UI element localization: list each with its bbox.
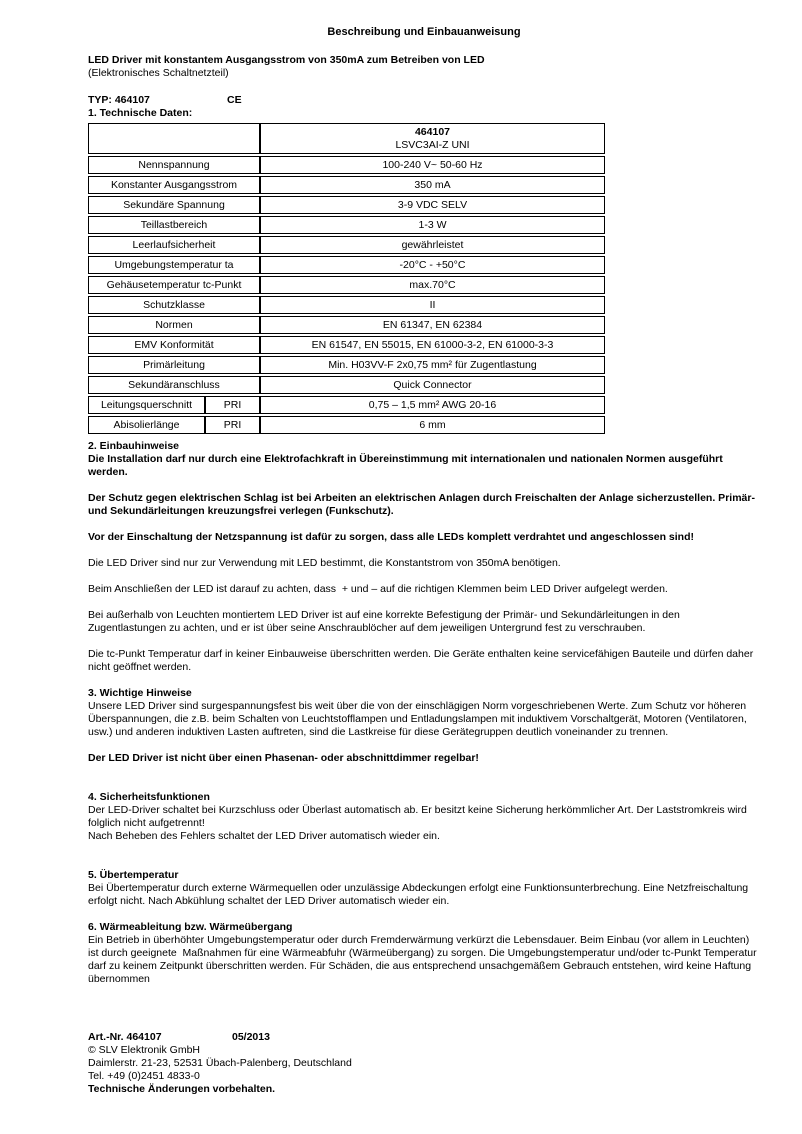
table-cell-value: 3-9 VDC SELV xyxy=(260,196,605,214)
ce-mark: CE xyxy=(227,94,242,106)
footer-phone: Tel. +49 (0)2451 4833-0 xyxy=(88,1070,200,1082)
table-cell-value: EN 61547, EN 55015, EN 61000-3-2, EN 61000-3-3 xyxy=(260,336,605,354)
product-subtitle: (Elektronisches Schaltnetzteil) xyxy=(88,67,229,79)
paragraph xyxy=(88,791,760,843)
footer-company: © SLV Elektronik GmbH xyxy=(88,1044,200,1056)
table-row xyxy=(88,316,605,334)
paragraph-line: 6. Wärmeableitung bzw. Wärmeübergang xyxy=(88,921,293,933)
paragraph-line: 4. Sicherheitsfunktionen xyxy=(88,791,210,803)
table-cell-value: 0,75 – 1,5 mm² AWG 20-16 xyxy=(260,396,605,414)
table-header-row xyxy=(88,123,605,154)
typ-label: TYP: 464107 xyxy=(88,94,150,106)
table-cell-label: Leitungsquerschnitt xyxy=(88,396,205,414)
table-header-empty-cell xyxy=(88,123,260,154)
footer-address: Daimlerstr. 21-23, 52531 Übach-Palenberg, Deutschland xyxy=(88,1057,352,1069)
table-cell-value: max.70°C xyxy=(260,276,605,294)
table-cell-value: EN 61347, EN 62384 xyxy=(260,316,605,334)
table-cell-value: 1-3 W xyxy=(260,216,605,234)
table-row xyxy=(88,396,605,414)
tech-table-body xyxy=(88,123,605,434)
table-row xyxy=(88,156,605,174)
table-cell-label: Primärleitung xyxy=(88,356,260,374)
table-row xyxy=(88,296,605,314)
paragraph xyxy=(88,687,760,739)
paragraph xyxy=(88,531,760,544)
table-cell-value: 100-240 V~ 50-60 Hz xyxy=(260,156,605,174)
footer-date: 05/2013 xyxy=(232,1031,270,1043)
paragraph xyxy=(88,648,760,674)
paragraph-line: Bei außerhalb von Leuchten montiertem LED Driver ist auf eine korrekte Befestigung der Primär- und Sekundärleitungen in den Zugentlastungen zu achten, und er ist über seine Anschraublöcher auf dem jeweiligen Untergrund fest zu verschrauben. xyxy=(88,609,683,634)
table-cell-label: Schutzklasse xyxy=(88,296,260,314)
paragraph xyxy=(88,557,760,570)
table-row xyxy=(88,256,605,274)
table-cell-label: Konstanter Ausgangsstrom xyxy=(88,176,260,194)
paragraph-line: Vor der Einschaltung der Netzspannung ist dafür zu sorgen, dass alle LEDs komplett verdrahtet und angeschlossen sind! xyxy=(88,531,695,543)
paragraph-line: Die LED Driver sind nur zur Verwendung mit LED bestimmt, die Konstantstrom von 350mA benötigen. xyxy=(88,557,561,569)
table-cell-label: Abisolierlänge xyxy=(88,416,205,434)
paragraph-line: Bei Übertemperatur durch externe Wärmequellen oder unzulässige Abdeckungen erfolgt eine Funktionsunterbrechung. Eine Netzfreischaltung erfolgt nicht. Nach Abkühlung schaltet der LED Driver automatisch wieder ein. xyxy=(88,882,752,907)
table-row xyxy=(88,176,605,194)
table-row xyxy=(88,336,605,354)
table-cell-label: Teillastbereich xyxy=(88,216,260,234)
paragraph-line: Unsere LED Driver sind surgespannungsfest bis weit über die von der einschlägigen Norm vorgeschriebenen Werte. Zum Schutz vor höheren Überspannungen, die z.B. beim Schalten von Leuchtstofflampen und Entladungslampen mit induktivem Vorschaltgerät, Motoren (Ventilatoren, usw.) und anderen induktiven Lasten auftreten, sind die Lastkreise für diese Gerätegruppen deutlich voneinander zu trennen. xyxy=(88,700,750,738)
footer-artnr-line xyxy=(88,1031,760,1044)
table-cell-sub: PRI xyxy=(205,416,260,434)
paragraph xyxy=(88,921,760,986)
table-cell-value: 350 mA xyxy=(260,176,605,194)
tech-data-table xyxy=(88,121,605,436)
doc-footer xyxy=(88,1031,760,1096)
paragraph xyxy=(88,752,760,765)
typ-line xyxy=(88,94,760,107)
table-cell-label: Gehäusetemperatur tc-Punkt xyxy=(88,276,260,294)
paragraph xyxy=(88,869,760,908)
table-row xyxy=(88,276,605,294)
paragraph xyxy=(88,440,760,479)
table-cell-value: II xyxy=(260,296,605,314)
table-cell-label: Leerlaufsicherheit xyxy=(88,236,260,254)
footer-artnr: Art.-Nr. 464107 xyxy=(88,1031,162,1043)
table-cell-value: Min. H03VV-F 2x0,75 mm² für Zugentlastung xyxy=(260,356,605,374)
table-row xyxy=(88,416,605,434)
paragraph-line: 3. Wichtige Hinweise xyxy=(88,687,192,699)
table-cell-value: 6 mm xyxy=(260,416,605,434)
body-sections xyxy=(88,440,760,986)
table-row xyxy=(88,236,605,254)
document-content xyxy=(88,0,760,986)
product-title: LED Driver mit konstantem Ausgangsstrom von 350mA zum Betreiben von LED xyxy=(88,54,485,66)
paragraph-line: Der LED-Driver schaltet bei Kurzschluss oder Überlast automatisch ab. Er besitzt keine Sicherung herkömmlicher Art. Der Laststromkreis wird folglich nicht aufgetrennt! xyxy=(88,804,750,829)
table-cell-label: Umgebungstemperatur ta xyxy=(88,256,260,274)
table-header-value-cell xyxy=(260,123,605,154)
table-cell-label: Sekundäre Spannung xyxy=(88,196,260,214)
paragraph-line: Der LED Driver ist nicht über einen Phasenan- oder abschnittdimmer regelbar! xyxy=(88,752,479,764)
table-cell-label: Nennspannung xyxy=(88,156,260,174)
table-cell-label: Sekundäranschluss xyxy=(88,376,260,394)
paragraph xyxy=(88,583,760,596)
paragraph-line: Die tc-Punkt Temperatur darf in keiner Einbauweise überschritten werden. Die Geräte enthalten keine servicefähigen Bauteile und dürfen daher nicht geöffnet werden. xyxy=(88,648,757,673)
table-cell-sub: PRI xyxy=(205,396,260,414)
paragraph-line: Nach Beheben des Fehlers schaltet der LED Driver automatisch wieder ein. xyxy=(88,830,440,842)
table-cell-value: Quick Connector xyxy=(260,376,605,394)
paragraph xyxy=(88,609,760,635)
paragraph-line: 5. Übertemperatur xyxy=(88,869,179,881)
footer-notice: Technische Änderungen vorbehalten. xyxy=(88,1083,276,1095)
table-cell-label: EMV Konformität xyxy=(88,336,260,354)
table-header-model: LSVC3AI-Z UNI xyxy=(395,139,470,151)
paragraph-line: Die Installation darf nur durch eine Elektrofachkraft in Übereinstimmung mit internationalen und nationalen Normen ausgeführt werden. xyxy=(88,453,726,478)
paragraph-line: Der Schutz gegen elektrischen Schlag ist bei Arbeiten an elektrischen Anlagen durch Freischalten der Anlage sicherzustellen. Primär- und Sekundärleitungen kreuzungsfrei verlegen (Funkschutz). xyxy=(88,492,758,517)
table-cell-label: Normen xyxy=(88,316,260,334)
table-row xyxy=(88,216,605,234)
table-row xyxy=(88,356,605,374)
table-cell-value: gewährleistet xyxy=(260,236,605,254)
paragraph-line: Beim Anschließen der LED ist darauf zu achten, dass + und – auf die richtigen Klemmen beim LED Driver aufgelegt werden. xyxy=(88,583,668,595)
paragraph-line: Ein Betrieb in überhöhter Umgebungstemperatur oder durch Fremderwärmung verkürzt die Lebensdauer. Beim Einbau (vor allem in Leuchten) ist durch geeignete Maßnahmen für eine Wärmeabfuhr (Wärmeübergang) zu sorgen. Die Umgebungstemperatur und/oder tc-Punkt Temperatur darf zu keinem Zeitpunkt überschritten werden. Für Schäden, die aus entsprechend unsachgemäßem Gebrauch entstehen, wird keine Haftung übernommen xyxy=(88,934,760,985)
paragraph xyxy=(88,492,760,518)
paragraph-line: 2. Einbauhinweise xyxy=(88,440,180,452)
doc-header-title: Beschreibung und Einbauanweisung xyxy=(327,26,521,38)
table-cell-value: -20°C - +50°C xyxy=(260,256,605,274)
table-row xyxy=(88,376,605,394)
table-row xyxy=(88,196,605,214)
section1-title: 1. Technische Daten: xyxy=(88,107,193,119)
table-header-artnum: 464107 xyxy=(414,126,451,138)
